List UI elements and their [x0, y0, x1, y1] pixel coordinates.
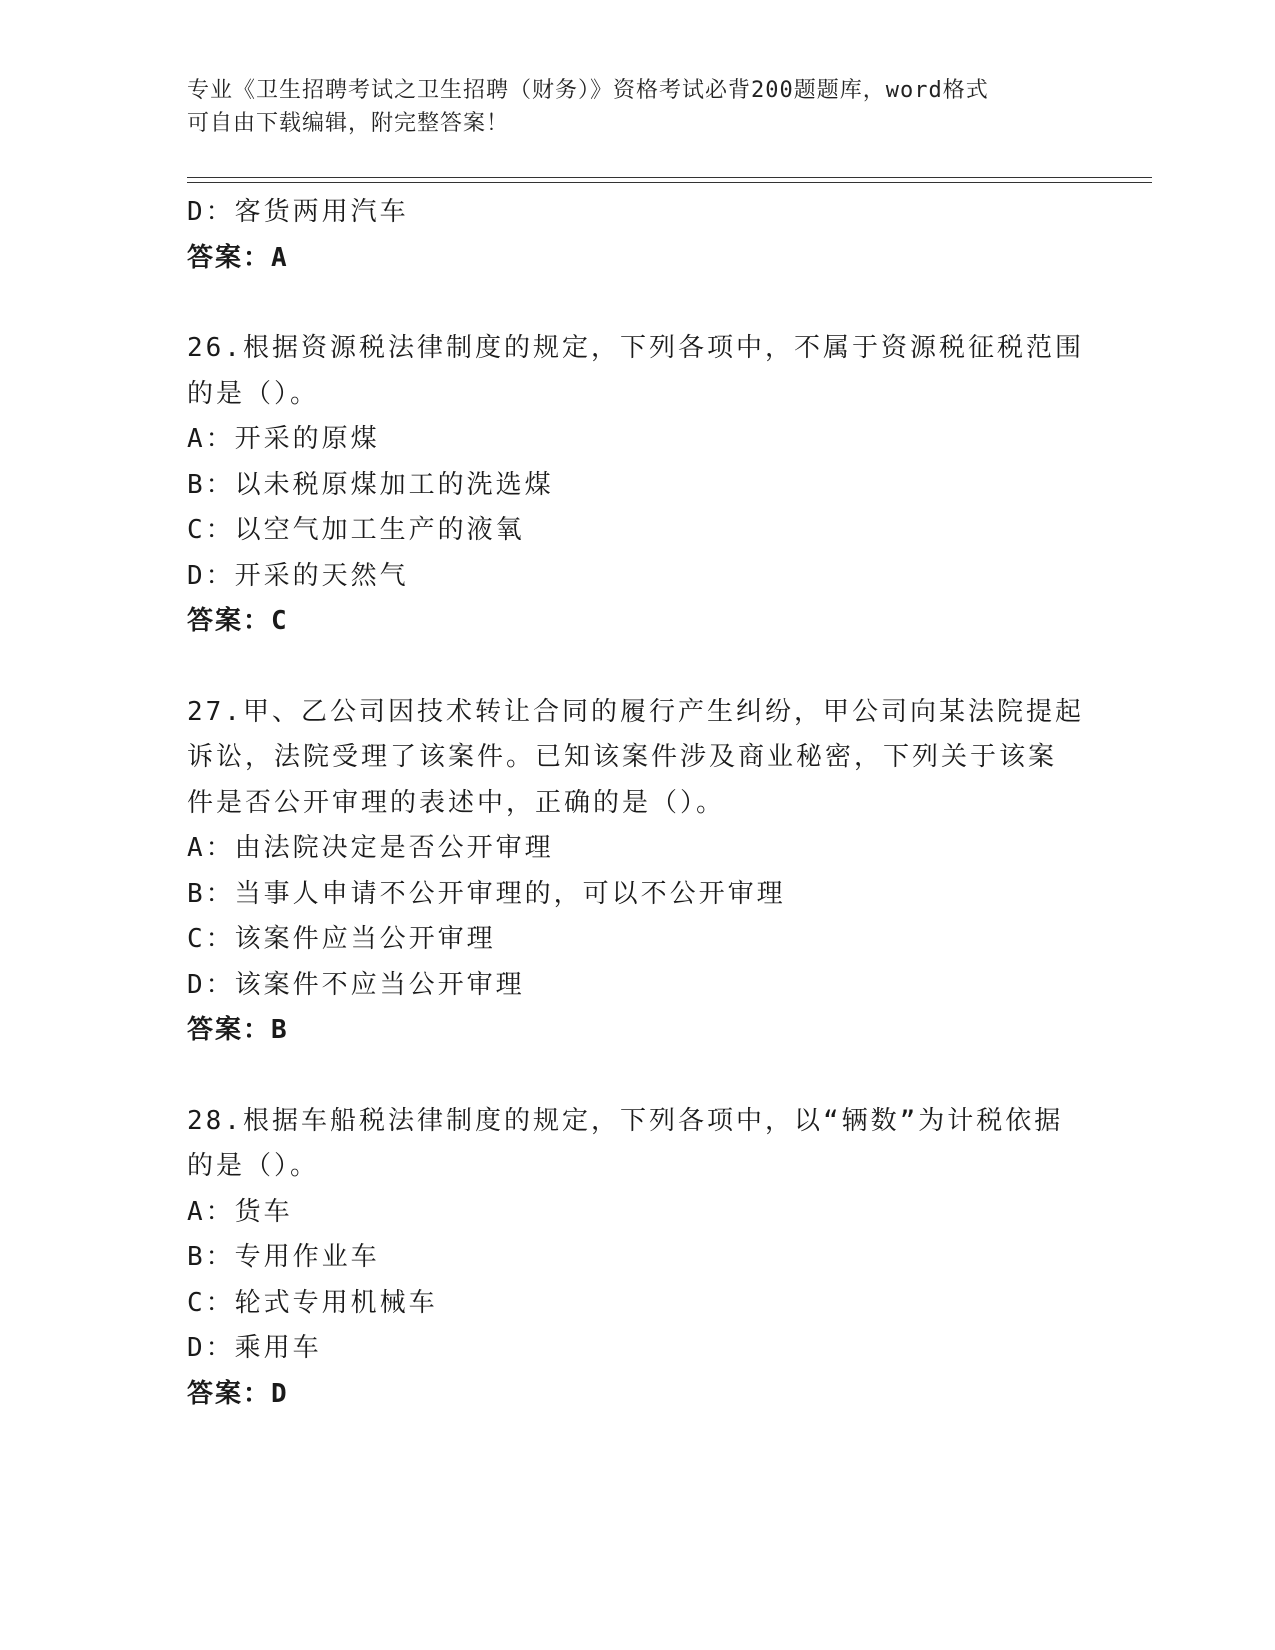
answer-line: 答案：B: [187, 1015, 289, 1045]
option-d: D：开采的天然气: [187, 560, 409, 591]
option-d: D：乘用车: [187, 1333, 322, 1363]
option-b: B：当事人申请不公开审理的，可以不公开审理: [187, 878, 786, 909]
option-a: A：由法院决定是否公开审理: [187, 833, 554, 863]
header-divider: [187, 177, 1152, 178]
answer-line: 答案：D: [187, 1378, 289, 1409]
spacer: [187, 281, 1087, 326]
option-b: B：专用作业车: [187, 1242, 380, 1272]
option-b: B：以未税原煤加工的洗选煤: [187, 469, 554, 500]
option-a: A：开采的原煤: [187, 424, 380, 454]
question-list: [187, 190, 1087, 1417]
question-28: [187, 1099, 1087, 1418]
question-stem: 的是（）。: [187, 1151, 320, 1181]
spacer: [187, 645, 1087, 690]
question-stem: 件是否公开审理的表述中，正确的是（）。: [187, 787, 726, 818]
previous-question-tail: [187, 190, 1087, 281]
header-divider: [187, 182, 1152, 183]
question-26: [187, 326, 1087, 645]
spacer: [187, 1054, 1087, 1099]
header-line: 专业《卫生招聘考试之卫生招聘（财务）》资格考试必背200题题库，word格式: [187, 78, 989, 103]
option-c: C：该案件应当公开审理: [187, 924, 496, 954]
question-27: [187, 690, 1087, 1054]
option-d: D：客货两用汽车: [187, 197, 409, 227]
page-header: [187, 74, 1067, 140]
answer-line: 答案：A: [187, 242, 289, 273]
question-stem: 诉讼，法院受理了该案件。已知该案件涉及商业秘密，下列关于该案: [187, 742, 1058, 772]
question-stem: 27.甲、乙公司因技术转让合同的履行产生纠纷，甲公司向某法院提起: [187, 696, 1084, 727]
answer-line: 答案：C: [187, 606, 289, 636]
header-line: 可自由下载编辑，附完整答案！: [187, 111, 510, 136]
option-c: C：轮式专用机械车: [187, 1287, 438, 1318]
option-d: D：该案件不应当公开审理: [187, 969, 525, 1000]
option-a: A：货车: [187, 1196, 293, 1227]
question-stem: 28.根据车船税法律制度的规定，下列各项中，以“辆数”为计税依据: [187, 1105, 1064, 1136]
option-c: C：以空气加工生产的液氧: [187, 515, 525, 545]
question-stem: 26.根据资源税法律制度的规定，下列各项中，不属于资源税征税范围: [187, 333, 1084, 363]
question-stem: 的是（）。: [187, 378, 320, 409]
